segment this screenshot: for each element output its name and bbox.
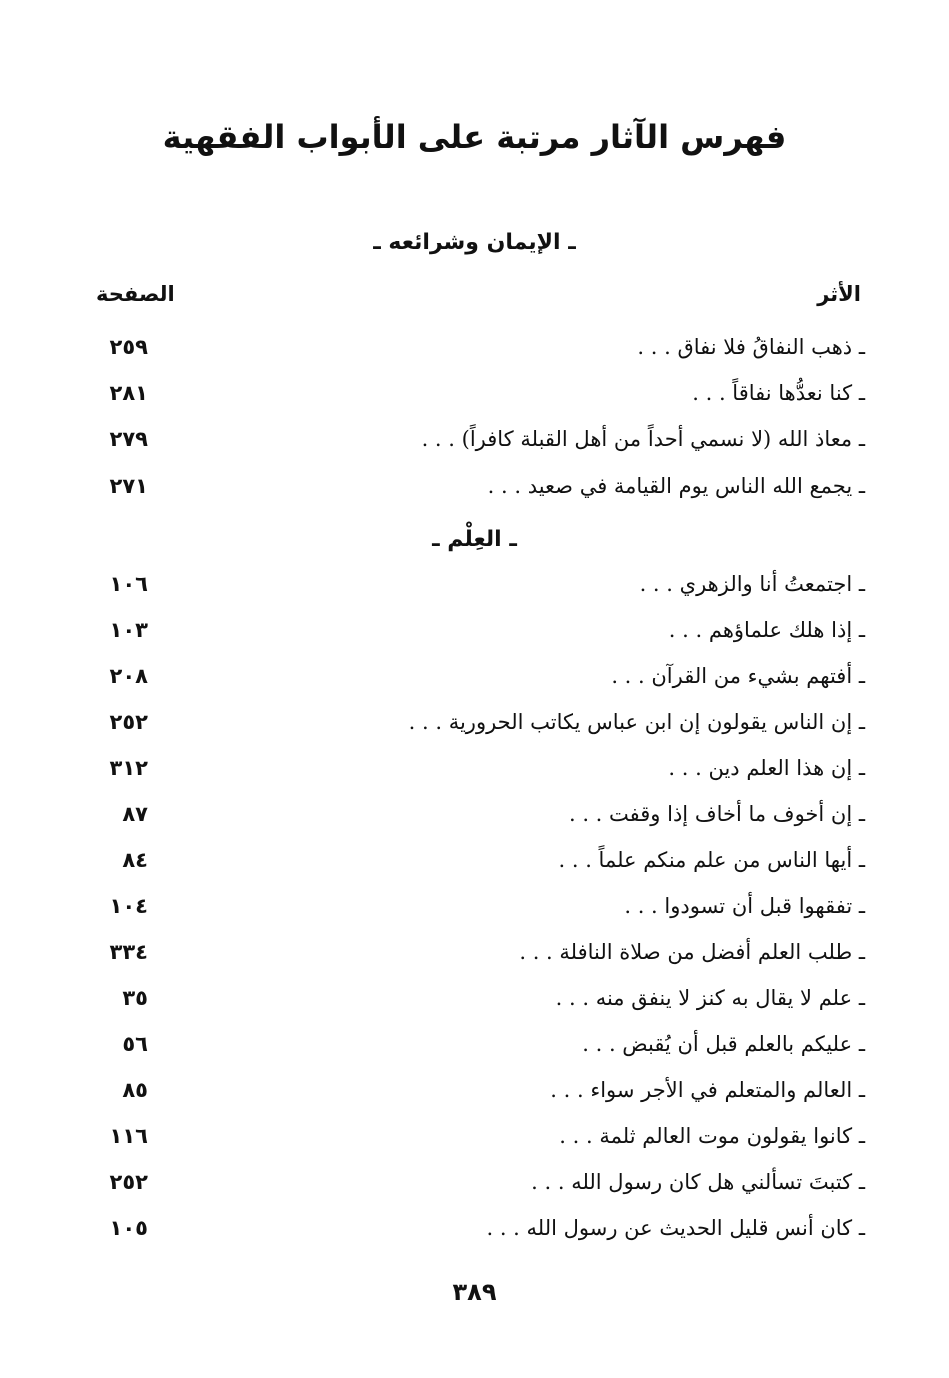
- entry-page-number: ٢٧١: [109, 474, 148, 498]
- entry-page-number: ٣٥: [122, 986, 148, 1010]
- entry-text: ـ العالم والمتعلم في الأجر سواء . . .: [550, 1078, 865, 1102]
- entry-text: ـ كتبتَ تسألني هل كان رسول الله . . .: [531, 1170, 865, 1194]
- entry-page-number: ٢٥٢: [109, 1170, 148, 1194]
- index-entry: [96, 466, 865, 506]
- entry-page-number: ٢٧٩: [109, 427, 148, 451]
- index-entry: [96, 748, 865, 788]
- entry-text: ـ إن أخوف ما أخاف إذا وقفت . . .: [568, 802, 865, 826]
- entry-text: ـ كنا نعدُّها نفاقاً . . .: [692, 381, 865, 405]
- entry-text: ـ يجمع الله الناس يوم القيامة في صعيد . . .: [487, 474, 865, 498]
- entry-text: ـ اجتمعتُ أنا والزهري . . .: [639, 572, 865, 596]
- entry-page-number: ١٠٦: [109, 572, 148, 596]
- entry-text: ـ إذا هلك علماؤهم . . .: [668, 618, 865, 642]
- index-entry: [96, 1162, 865, 1202]
- index-entry: [96, 564, 865, 604]
- index-entry: [96, 373, 865, 413]
- entry-page-number: ١٠٥: [109, 1216, 148, 1240]
- index-entry: [96, 327, 865, 367]
- index-entry: [96, 610, 865, 650]
- entry-page-number: ٢٨١: [109, 381, 148, 405]
- entry-page-number: ٢٥٩: [109, 335, 148, 359]
- index-entry: [96, 419, 865, 459]
- entry-page-number: ٨٥: [122, 1078, 148, 1102]
- entry-page-number: ٨٤: [122, 848, 148, 872]
- entry-text: ـ معاذ الله (لا نسمي أحداً من أهل القبلة كافراً) . . .: [421, 427, 865, 451]
- index-entry: [96, 1208, 865, 1248]
- entry-text: ـ تفقهوا قبل أن تسودوا . . .: [624, 894, 865, 918]
- index-entry: [96, 1070, 865, 1110]
- column-header-page: الصفحة: [96, 282, 175, 306]
- index-entry: [96, 1024, 865, 1064]
- index-entry: [96, 794, 865, 834]
- page-number: ٣٨٩: [452, 1278, 497, 1306]
- entry-page-number: ٢٠٨: [109, 664, 148, 688]
- entry-text: ـ أيها الناس من علم منكم علماً . . .: [558, 848, 865, 872]
- entry-text: ـ عليكم بالعلم قبل أن يُقبض . . .: [582, 1032, 865, 1056]
- entry-page-number: ٥٦: [122, 1032, 148, 1056]
- index-entry: [96, 656, 865, 696]
- entry-text: ـ ذهب النفاقُ فلا نفاق . . .: [637, 335, 865, 359]
- index-entry: [96, 840, 865, 880]
- entry-page-number: ١٠٤: [109, 894, 148, 918]
- index-entry: [96, 932, 865, 972]
- entry-page-number: ١٠٣: [109, 618, 148, 642]
- index-entry: [96, 702, 865, 742]
- section-heading-ilm: ـ العِلْم ـ: [432, 527, 517, 552]
- entry-page-number: ١١٦: [109, 1124, 148, 1148]
- index-entry: [96, 886, 865, 926]
- column-header-athar: الأثر: [817, 282, 861, 306]
- index-entry: [96, 978, 865, 1018]
- entry-text: ـ أفتهم بشيء من القرآن . . .: [611, 664, 865, 688]
- entry-text: ـ كانوا يقولون موت العالم ثلمة . . .: [559, 1124, 865, 1148]
- index-entry: [96, 1116, 865, 1156]
- entry-page-number: ٨٧: [122, 802, 148, 826]
- entry-page-number: ٢٥٢: [109, 710, 148, 734]
- entry-text: ـ طلب العلم أفضل من صلاة النافلة . . .: [519, 940, 865, 964]
- entry-text: ـ إن الناس يقولون إن ابن عباس يكاتب الحرورية . . .: [408, 710, 865, 734]
- entry-text: ـ علم لا يقال به كنز لا ينفق منه . . .: [555, 986, 865, 1010]
- page-title: فهرس الآثار مرتبة على الأبواب الفقهية: [162, 118, 787, 156]
- entry-text: ـ كان أنس قليل الحديث عن رسول الله . . .: [486, 1216, 865, 1240]
- section-heading-iman: ـ الإيمان وشرائعه ـ: [373, 230, 576, 255]
- entry-page-number: ٣١٢: [109, 756, 148, 780]
- entry-page-number: ٣٣٤: [109, 940, 148, 964]
- entry-text: ـ إن هذا العلم دين . . .: [668, 756, 865, 780]
